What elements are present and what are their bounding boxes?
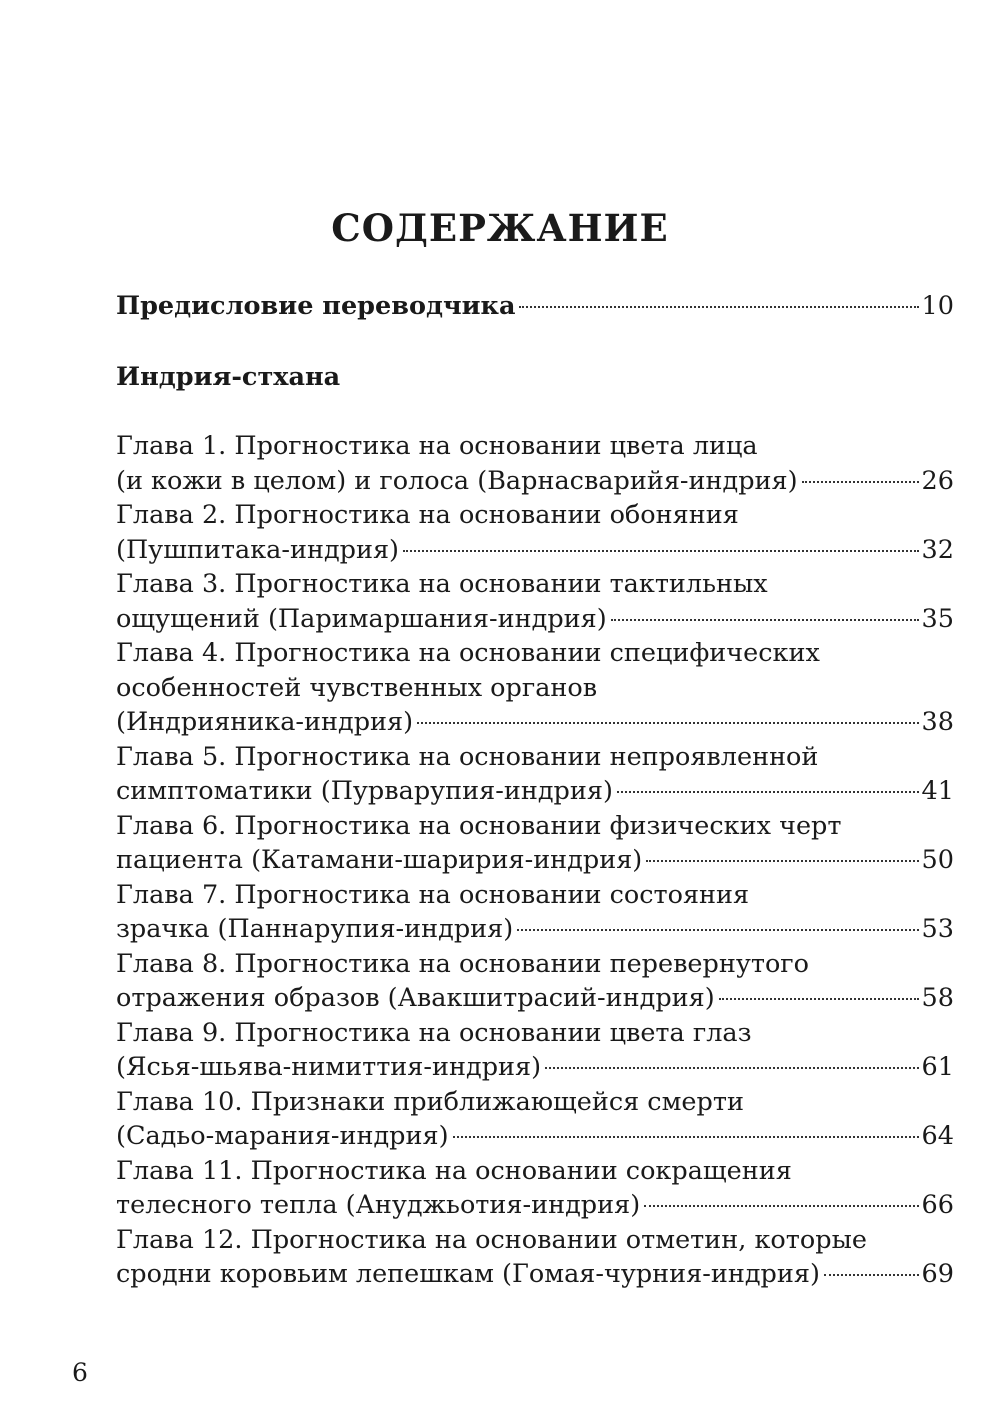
toc-line: Глава 11. Прогностика на основании сокращения xyxy=(116,1155,792,1186)
toc-line: (Пушпитака-индрия) xyxy=(116,534,400,565)
toc-entry-page: 32 xyxy=(921,534,954,565)
toc-line: Глава 2. Прогностика на основании обоняния xyxy=(116,500,739,530)
toc-entry-chapter-8 xyxy=(116,947,954,1016)
toc-entry-chapter-12 xyxy=(116,1223,954,1292)
toc-entry-page: 58 xyxy=(921,983,954,1013)
toc-entry-page: 38 xyxy=(921,707,954,737)
toc-entry-page: 64 xyxy=(921,1121,954,1151)
toc-entry-chapter-4 xyxy=(116,636,954,740)
dot-leader xyxy=(802,481,919,483)
dot-leader xyxy=(517,929,918,931)
dot-leader xyxy=(519,306,918,308)
dot-leader xyxy=(611,619,919,621)
toc-line: отражения образов (Авакшитрасий-индрия) xyxy=(116,983,715,1013)
toc-entry-page: 26 xyxy=(921,465,954,496)
toc-line: Глава 10. Признаки приближающейся смерти xyxy=(116,1086,744,1117)
toc-line: (и кожи в целом) и голоса (Варнасварийя-индрия) xyxy=(116,465,798,496)
toc-entry-chapter-7 xyxy=(116,878,954,947)
toc-line: Глава 7. Прогностика на основании состояния xyxy=(116,879,750,910)
dot-leader xyxy=(644,1205,918,1207)
toc-entry-page: 61 xyxy=(921,1052,954,1082)
toc-line: (Садьо-марания-индрия) xyxy=(116,1121,449,1151)
toc-line: сродни коровьим лепешкам (Гомая-чурния-индрия) xyxy=(116,1259,820,1289)
toc-line: Глава 1. Прогностика на основании цвета лица xyxy=(116,431,758,461)
dot-leader xyxy=(824,1274,919,1276)
toc-entry-chapter-9 xyxy=(116,1016,954,1085)
toc-entry-page: 41 xyxy=(921,776,954,806)
toc-entry-preface xyxy=(116,289,954,324)
chapter-list xyxy=(116,429,954,1292)
dot-leader xyxy=(545,1067,919,1069)
toc-entry-chapter-10 xyxy=(116,1085,954,1154)
toc-line: особенностей чувственных органов xyxy=(116,672,598,703)
toc-line: Глава 8. Прогностика на основании перевернутого xyxy=(116,948,810,979)
section-heading: Индрия-стхана xyxy=(116,362,341,392)
toc-entry-page: 53 xyxy=(921,914,954,944)
toc-entry-chapter-11 xyxy=(116,1154,954,1223)
toc-entry-page: 50 xyxy=(921,845,954,875)
toc-line: симптоматики (Пурварупия-индрия) xyxy=(116,776,613,806)
dot-leader xyxy=(719,998,919,1000)
toc-entry-chapter-6 xyxy=(116,809,954,878)
toc-line: Глава 9. Прогностика на основании цвета глаз xyxy=(116,1017,752,1048)
toc-line: Глава 4. Прогностика на основании специфических xyxy=(116,638,820,668)
toc-entry-chapter-5 xyxy=(116,740,954,809)
dot-leader xyxy=(453,1136,919,1138)
toc-entry-chapter-1 xyxy=(116,429,954,498)
toc-line: ощущений (Паримаршания-индрия) xyxy=(116,603,607,634)
toc-entry-page: 10 xyxy=(921,291,954,321)
page-title: СОДЕРЖАНИЕ xyxy=(331,206,669,250)
dot-leader xyxy=(403,550,919,552)
toc-line: Глава 3. Прогностика на основании тактильных xyxy=(116,569,768,599)
toc-line: телесного тепла (Ануджьотия-индрия) xyxy=(116,1190,641,1220)
dot-leader xyxy=(646,860,918,862)
toc-line: Глава 6. Прогностика на основании физических черт xyxy=(116,810,842,841)
dot-leader xyxy=(617,791,919,793)
toc-line: (Ясья-шьява-нимиттия-индрия) xyxy=(116,1052,542,1082)
toc-entry-page: 69 xyxy=(921,1259,954,1289)
toc-entry-chapter-3 xyxy=(116,567,954,636)
page-number: 6 xyxy=(72,1358,88,1387)
toc-line: (Индрияника-индрия) xyxy=(116,707,414,737)
dot-leader xyxy=(417,722,918,724)
toc-entry-page: 35 xyxy=(921,603,954,634)
toc-line: пациента (Катамани-шаририя-индрия) xyxy=(116,845,643,875)
toc-line: зрачка (Паннарупия-индрия) xyxy=(116,914,514,944)
toc-entry-chapter-2 xyxy=(116,498,954,567)
toc-entry-label: Предисловие переводчика xyxy=(116,291,516,321)
toc-entry-page: 66 xyxy=(921,1190,954,1220)
toc-line: Глава 5. Прогностика на основании непроявленной xyxy=(116,741,819,772)
toc-line: Глава 12. Прогностика на основании отметин, которые xyxy=(116,1224,867,1255)
